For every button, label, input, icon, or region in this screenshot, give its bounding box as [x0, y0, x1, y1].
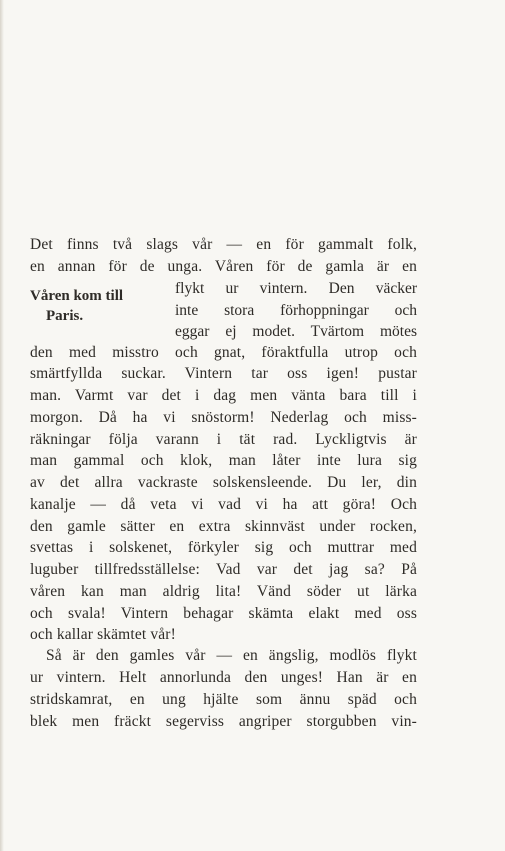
side-heading-line: Paris. — [46, 308, 84, 324]
text-line: flykt ur vintern. Den väcker — [175, 280, 417, 297]
text-line: stridskamrat, en ung hjälte som ännu späd och — [30, 691, 417, 708]
text-line: en annan för de unga. Våren för de gamla är en — [30, 258, 417, 275]
text-line: inte stora förhoppningar och — [175, 302, 417, 319]
text-line: den med misstro och gnat, föraktfulla utrop och — [30, 344, 417, 361]
text-line: Det finns två slags vår — en för gammalt folk, — [30, 236, 417, 253]
text-line: svettas i solskenet, förkyler sig och muttrar med — [30, 539, 417, 556]
side-heading-line: Våren kom till — [30, 288, 124, 304]
text-line: och svala! Vintern behagar skämta elakt med oss — [30, 605, 417, 622]
text-line: man. Varmt var det i dag men vänta bara till i — [30, 387, 417, 404]
text-line: våren kan man aldrig lita! Vänd söder ut lärka — [30, 583, 417, 600]
text-line: morgon. Då ha vi snöstorm! Nederlag och miss- — [30, 409, 417, 426]
text-line: kanalje — då veta vi vad vi ha att göra! Och — [30, 496, 417, 513]
text-line: den gamle sätter en extra skinnväst under rocken, — [30, 518, 417, 535]
text-line: eggar ej modet. Tvärtom mötes — [175, 323, 417, 340]
page-binding-edge — [0, 0, 4, 851]
text-line-indented: Så är den gamles vår — en ängslig, modlös flykt — [46, 647, 417, 664]
text-line: luguber tillfredsställelse: Vad var det jag sa? På — [30, 561, 417, 578]
text-line: smärtfyllda suckar. Vintern tar oss igen! pustar — [30, 365, 417, 382]
text-line: och kallar skämtet vår! — [30, 626, 176, 643]
text-line: blek men fräckt segerviss angriper storgubben vin- — [30, 713, 417, 730]
text-line: man gammal och klok, man låter inte lura sig — [30, 452, 417, 469]
side-heading — [30, 286, 123, 326]
text-line: räkningar följa varann i tät rad. Lyckligtvis är — [30, 431, 417, 448]
text-line: ur vintern. Helt annorlunda den unges! Han är en — [30, 669, 417, 686]
text-line: av det allra vackraste solskensleende. Du ler, din — [30, 474, 417, 491]
